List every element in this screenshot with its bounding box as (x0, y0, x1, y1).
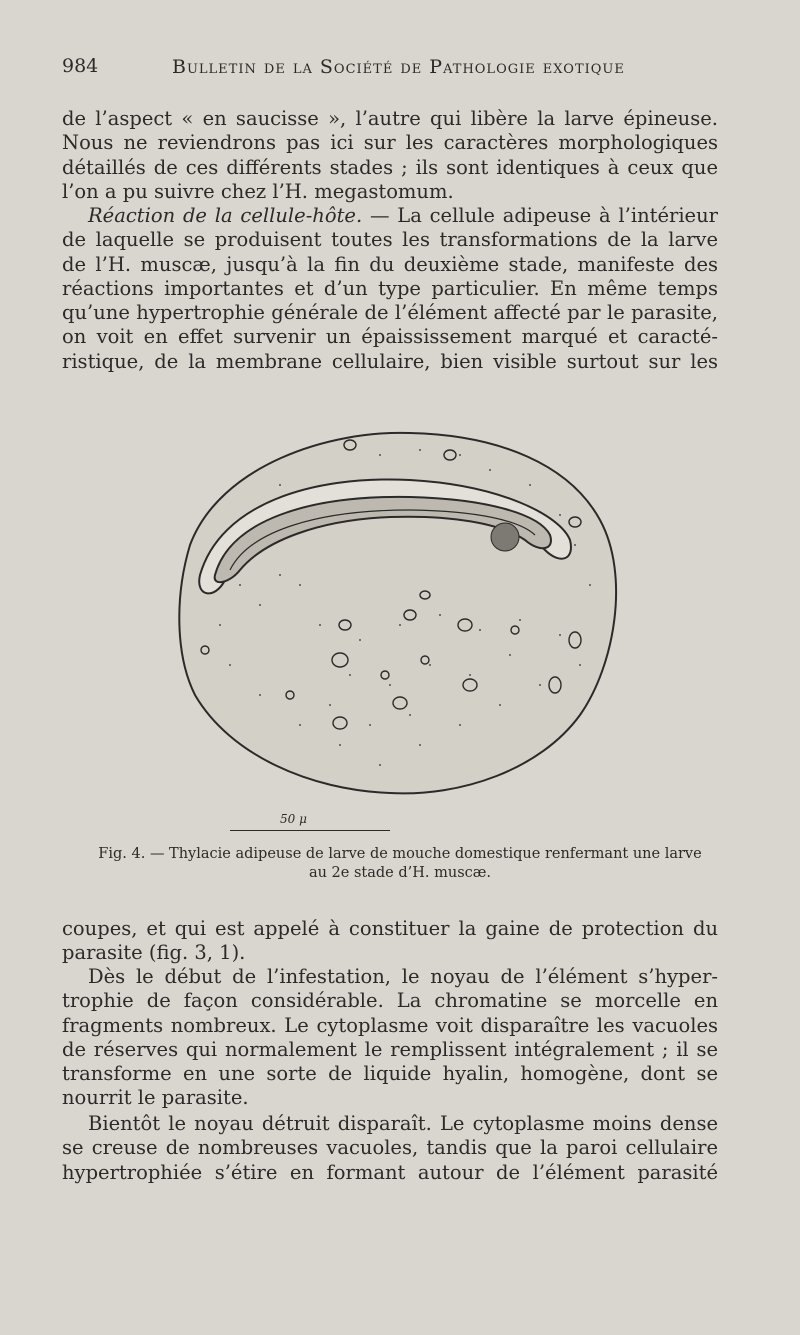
text-line: Nous ne reviendrons pas ici sur les caractères morphologiques (62, 131, 718, 155)
paragraph-3 (62, 917, 718, 966)
text-span: — La cellule adipeuse à l’intérieur (362, 204, 718, 227)
text-line: coupes, et qui est appelé à constituer la gaine de protection du (62, 917, 718, 940)
text-line: trophie de façon considérable. La chromatine se morcelle en (62, 989, 718, 1013)
text-line: transforme en une sorte de liquide hyalin, homogène, dont se (62, 1062, 718, 1086)
caption-line: Fig. 4. — Thylacie adipeuse de larve de mouche domestique renfermant une larve (98, 846, 702, 862)
text-line: de l’aspect « en saucisse », l’autre qui libère la larve épineuse. (62, 107, 718, 130)
figure-caption (62, 845, 738, 883)
text-line: de l’H. muscæ, jusqu’à la fin du deuxième stade, manifeste des (62, 252, 718, 276)
scale-line (230, 830, 390, 831)
scale-bar (230, 812, 390, 838)
text-line: on voit en effet survenir un épaississement marqué et caracté- (62, 325, 718, 349)
larva-nucleus (491, 523, 519, 551)
text-line: parasite (fig. 3, 1). (62, 941, 246, 965)
text-line (62, 204, 718, 228)
page-header (62, 55, 742, 87)
paragraph-1 (62, 107, 718, 204)
section-heading: Réaction de la cellule-hôte. (88, 204, 363, 227)
page-number: 984 (62, 55, 99, 77)
paragraph-2 (62, 204, 718, 374)
scale-label: 50 μ (280, 812, 307, 826)
text-line: Bientôt le noyau détruit disparaît. Le cytoplasme moins dense (88, 1112, 718, 1135)
text-line: Dès le début de l’infestation, le noyau de l’élément s’hyper- (88, 965, 718, 988)
text-line: détaillés de ces différents stades ; ils sont identiques à ceux que (62, 155, 718, 179)
running-head: Bulletin de la Société de Pathologie exotique (172, 56, 625, 78)
paragraph-4 (62, 965, 718, 1111)
paragraph-5 (62, 1112, 718, 1185)
text-line: hypertrophiée s’étire en formant autour de l’élément parasité (62, 1160, 718, 1184)
text-line: l’on a pu suivre chez l’H. megastomum. (62, 179, 454, 203)
text-line: de réserves qui normalement le remplissent intégralement ; il se (62, 1037, 718, 1061)
figure-illustration (160, 425, 640, 805)
text-line: fragments nombreux. Le cytoplasme voit disparaître les vacuoles (62, 1013, 718, 1037)
text-line: réactions importantes et d’un type particulier. En même temps (62, 276, 718, 300)
text-line: de laquelle se produisent toutes les transformations de la larve (62, 228, 718, 252)
text-line: nourrit le parasite. (62, 1086, 249, 1110)
caption-line: au 2e stade d’H. muscæ. (308, 865, 492, 881)
text-line: se creuse de nombreuses vacuoles, tandis que la paroi cellulaire (62, 1136, 718, 1160)
text-line: ristique, de la membrane cellulaire, bien visible surtout sur les (62, 349, 718, 373)
text-line: qu’une hypertrophie générale de l’élément affecté par le parasite, (62, 301, 718, 325)
